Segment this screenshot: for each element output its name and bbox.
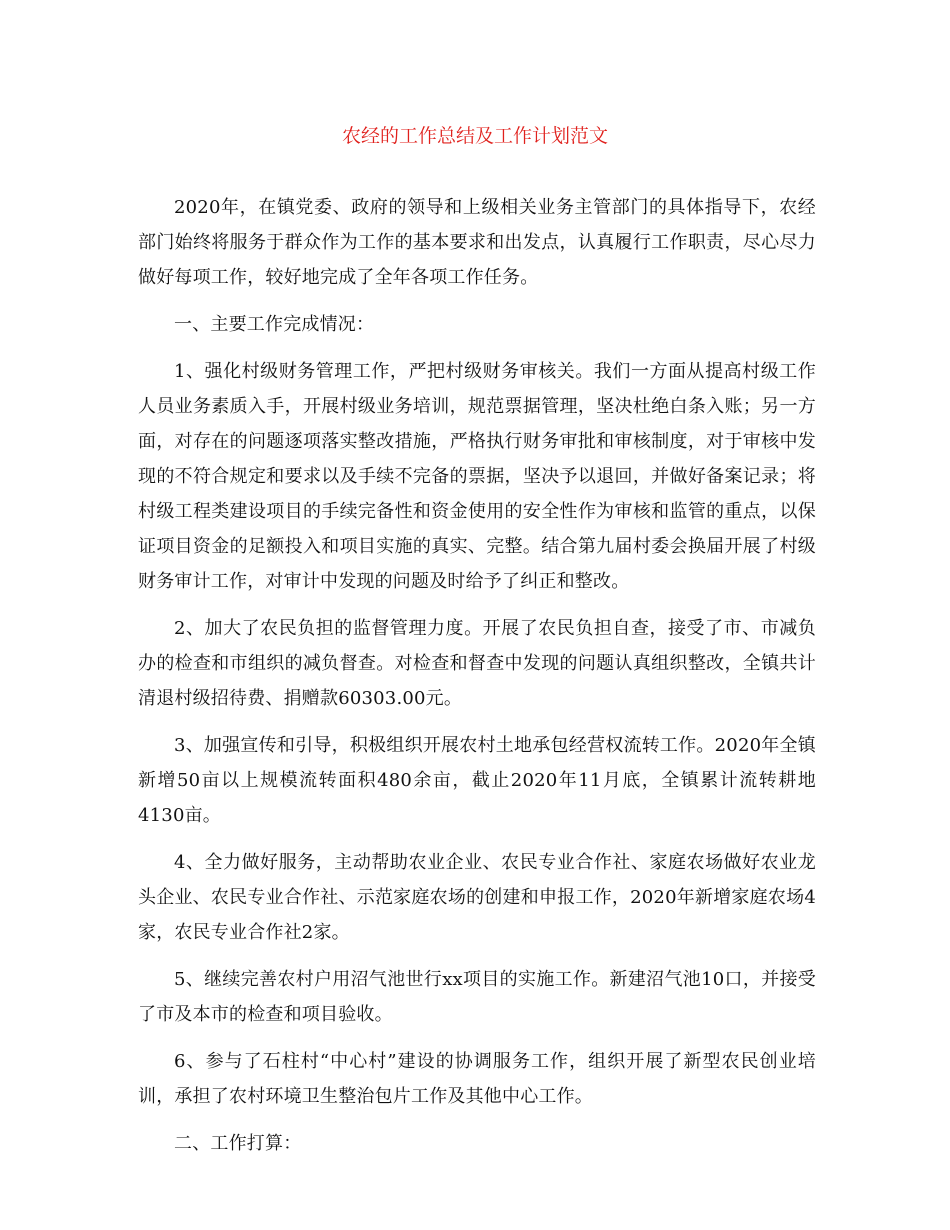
- item-paragraph-3: 3、加强宣传和引导，积极组织开展农村土地承包经营权流转工作。2020年全镇新增50亩以上规模流转面积480余亩，截止2020年11月底，全镇累计流转耕地4130亩。: [138, 735, 816, 826]
- document-body: [138, 190, 816, 1173]
- item-paragraph-6: 6、参与了石柱村“中心村”建设的协调服务工作，组织开展了新型农民创业培训，承担了农村环境卫生整治包片工作及其他中心工作。: [138, 1051, 816, 1107]
- item-paragraph-4: 4、全力做好服务，主动帮助农业企业、农民专业合作社、家庭农场做好农业龙头企业、农民专业合作社、示范家庭农场的创建和申报工作，2020年新增家庭农场4家，农民专业合作社2家。: [138, 852, 816, 943]
- section-heading-main-work: 一、主要工作完成情况：: [174, 314, 375, 335]
- item-paragraph-5: 5、继续完善农村户用沼气池世行xx项目的实施工作。新建沼气池10口，并接受了市及本市的检查和项目验收。: [138, 969, 816, 1025]
- item-paragraph-2: 2、加大了农民负担的监督管理力度。开展了农民负担自查，接受了市、市减负办的检查和市组织的减负督查。对检查和督查中发现的问题认真组织整改，全镇共计清退村级招待费、捐赠款60303.00元。: [138, 618, 816, 709]
- section-heading-work-plan: 二、工作打算：: [174, 1133, 302, 1154]
- document-title: 农经的工作总结及工作计划范文: [341, 125, 608, 147]
- item-paragraph-1: 1、强化村级财务管理工作，严把村级财务审核关。我们一方面从提高村级工作人员业务素质入手，开展村级业务培训，规范票据管理，坚决杜绝白条入账；另一方面，对存在的问题逐项落实整改措施，严格执行财务审批和审核制度，对于审核中发现的不符合规定和要求以及手续不完备的票据，坚决予以退回，并做好备案记录；将村级工程类建设项目的手续完备性和资金使用的安全性作为审核和监管的重点，以保证项目资金的足额投入和项目实施的真实、完整。结合第九届村委会换届开展了村级财务审计工作，对审计中发现的问题及时给予了纠正和整改。: [138, 361, 816, 592]
- intro-paragraph: 2020年，在镇党委、政府的领导和上级相关业务主管部门的具体指导下，农经部门始终将服务于群众作为工作的基本要求和出发点，认真履行工作职责，尽心尽力做好每项工作，较好地完成了全年各项工作任务。: [138, 197, 816, 288]
